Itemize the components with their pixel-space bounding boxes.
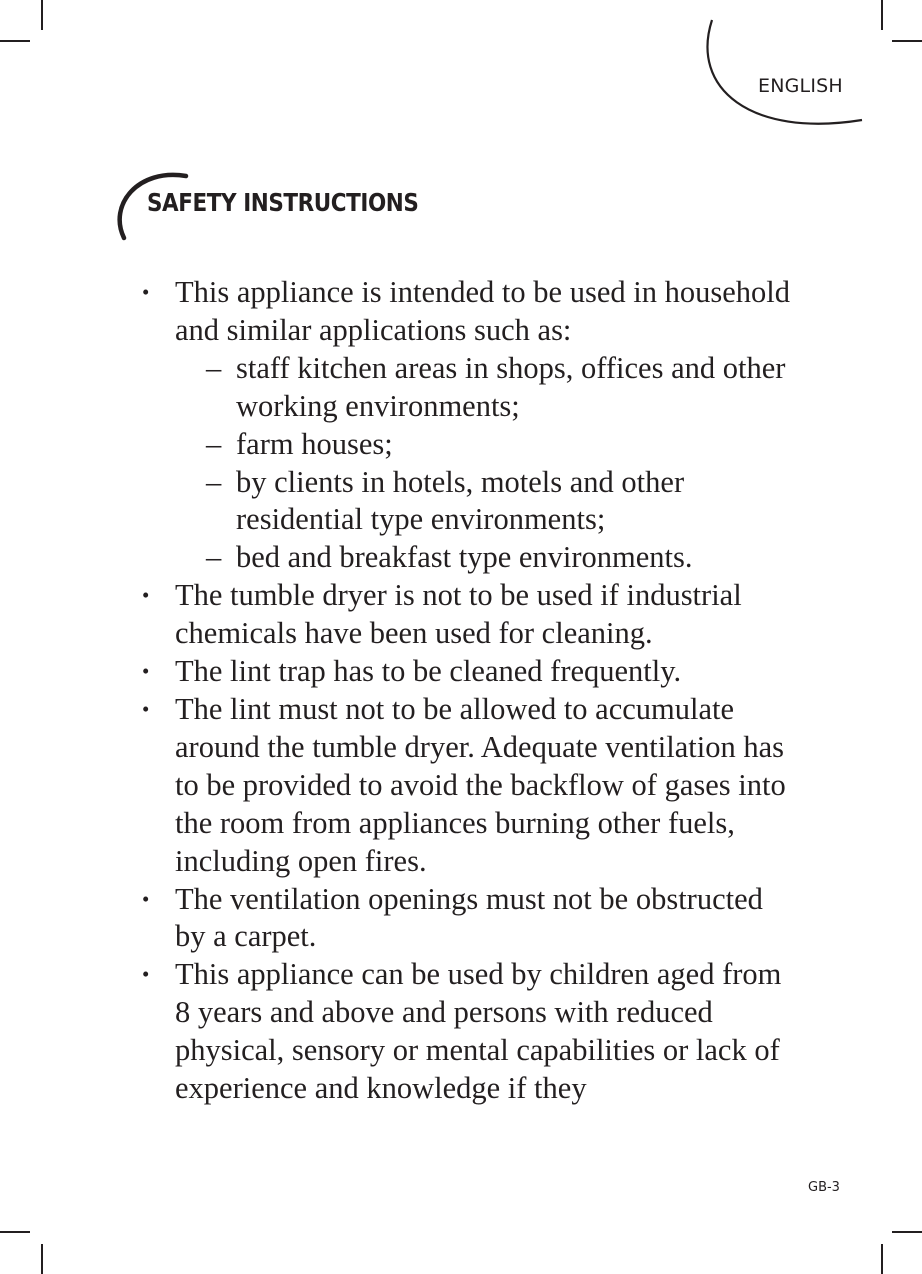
list-item xyxy=(142,881,792,957)
list-item xyxy=(142,274,792,577)
sub-list-item: – staff kitchen areas in shops, offices and other working environments; xyxy=(175,350,792,426)
crop-mark-top-left-horizontal xyxy=(0,40,30,42)
crop-mark-top-right-horizontal xyxy=(892,40,922,42)
list-item xyxy=(142,956,792,1108)
list-item xyxy=(142,653,792,691)
sub-list-item: – by clients in hotels, motels and other residential type environments; xyxy=(175,464,792,540)
crop-mark-bottom-right-horizontal xyxy=(892,1231,922,1233)
crop-mark-bottom-left-horizontal xyxy=(0,1231,30,1233)
list-item xyxy=(142,577,792,653)
list-item-text: The lint trap has to be cleaned frequently. xyxy=(175,654,682,689)
list-item-text: This appliance is intended to be used in household and similar applications such as: xyxy=(175,275,790,347)
list-item-text: This appliance can be used by children aged from 8 years and above and persons with reduced physical, sensory or mental capabilities or lack of experience and knowledge if they xyxy=(175,957,782,1106)
crop-mark-top-left-vertical xyxy=(41,0,43,30)
list-item-text: The ventilation openings must not be obstructed by a carpet. xyxy=(175,881,763,954)
page-number: GB-3 xyxy=(808,1180,840,1195)
language-label: ENGLISH xyxy=(758,75,843,97)
crop-mark-bottom-right-vertical xyxy=(881,1244,883,1274)
list-item-text: The tumble dryer is not to be used if industrial chemicals have been used for cleaning. xyxy=(175,578,742,651)
crop-mark-bottom-left-vertical xyxy=(41,1244,43,1274)
sub-list-item: – bed and breakfast type environments. xyxy=(175,539,792,577)
safety-instructions-list xyxy=(142,274,792,1108)
crop-mark-top-right-vertical xyxy=(881,0,883,30)
sub-list xyxy=(175,350,792,577)
list-item-text: The lint must not to be allowed to accumulate around the tumble dryer. Adequate ventilation has to be provided to avoid the backflow of gases into the room from appliances burning other fuels, including open fires. xyxy=(175,691,786,878)
page-title: SAFETY INSTRUCTIONS xyxy=(147,188,419,217)
sub-list-item: – farm houses; xyxy=(175,426,792,464)
list-item xyxy=(142,691,792,881)
